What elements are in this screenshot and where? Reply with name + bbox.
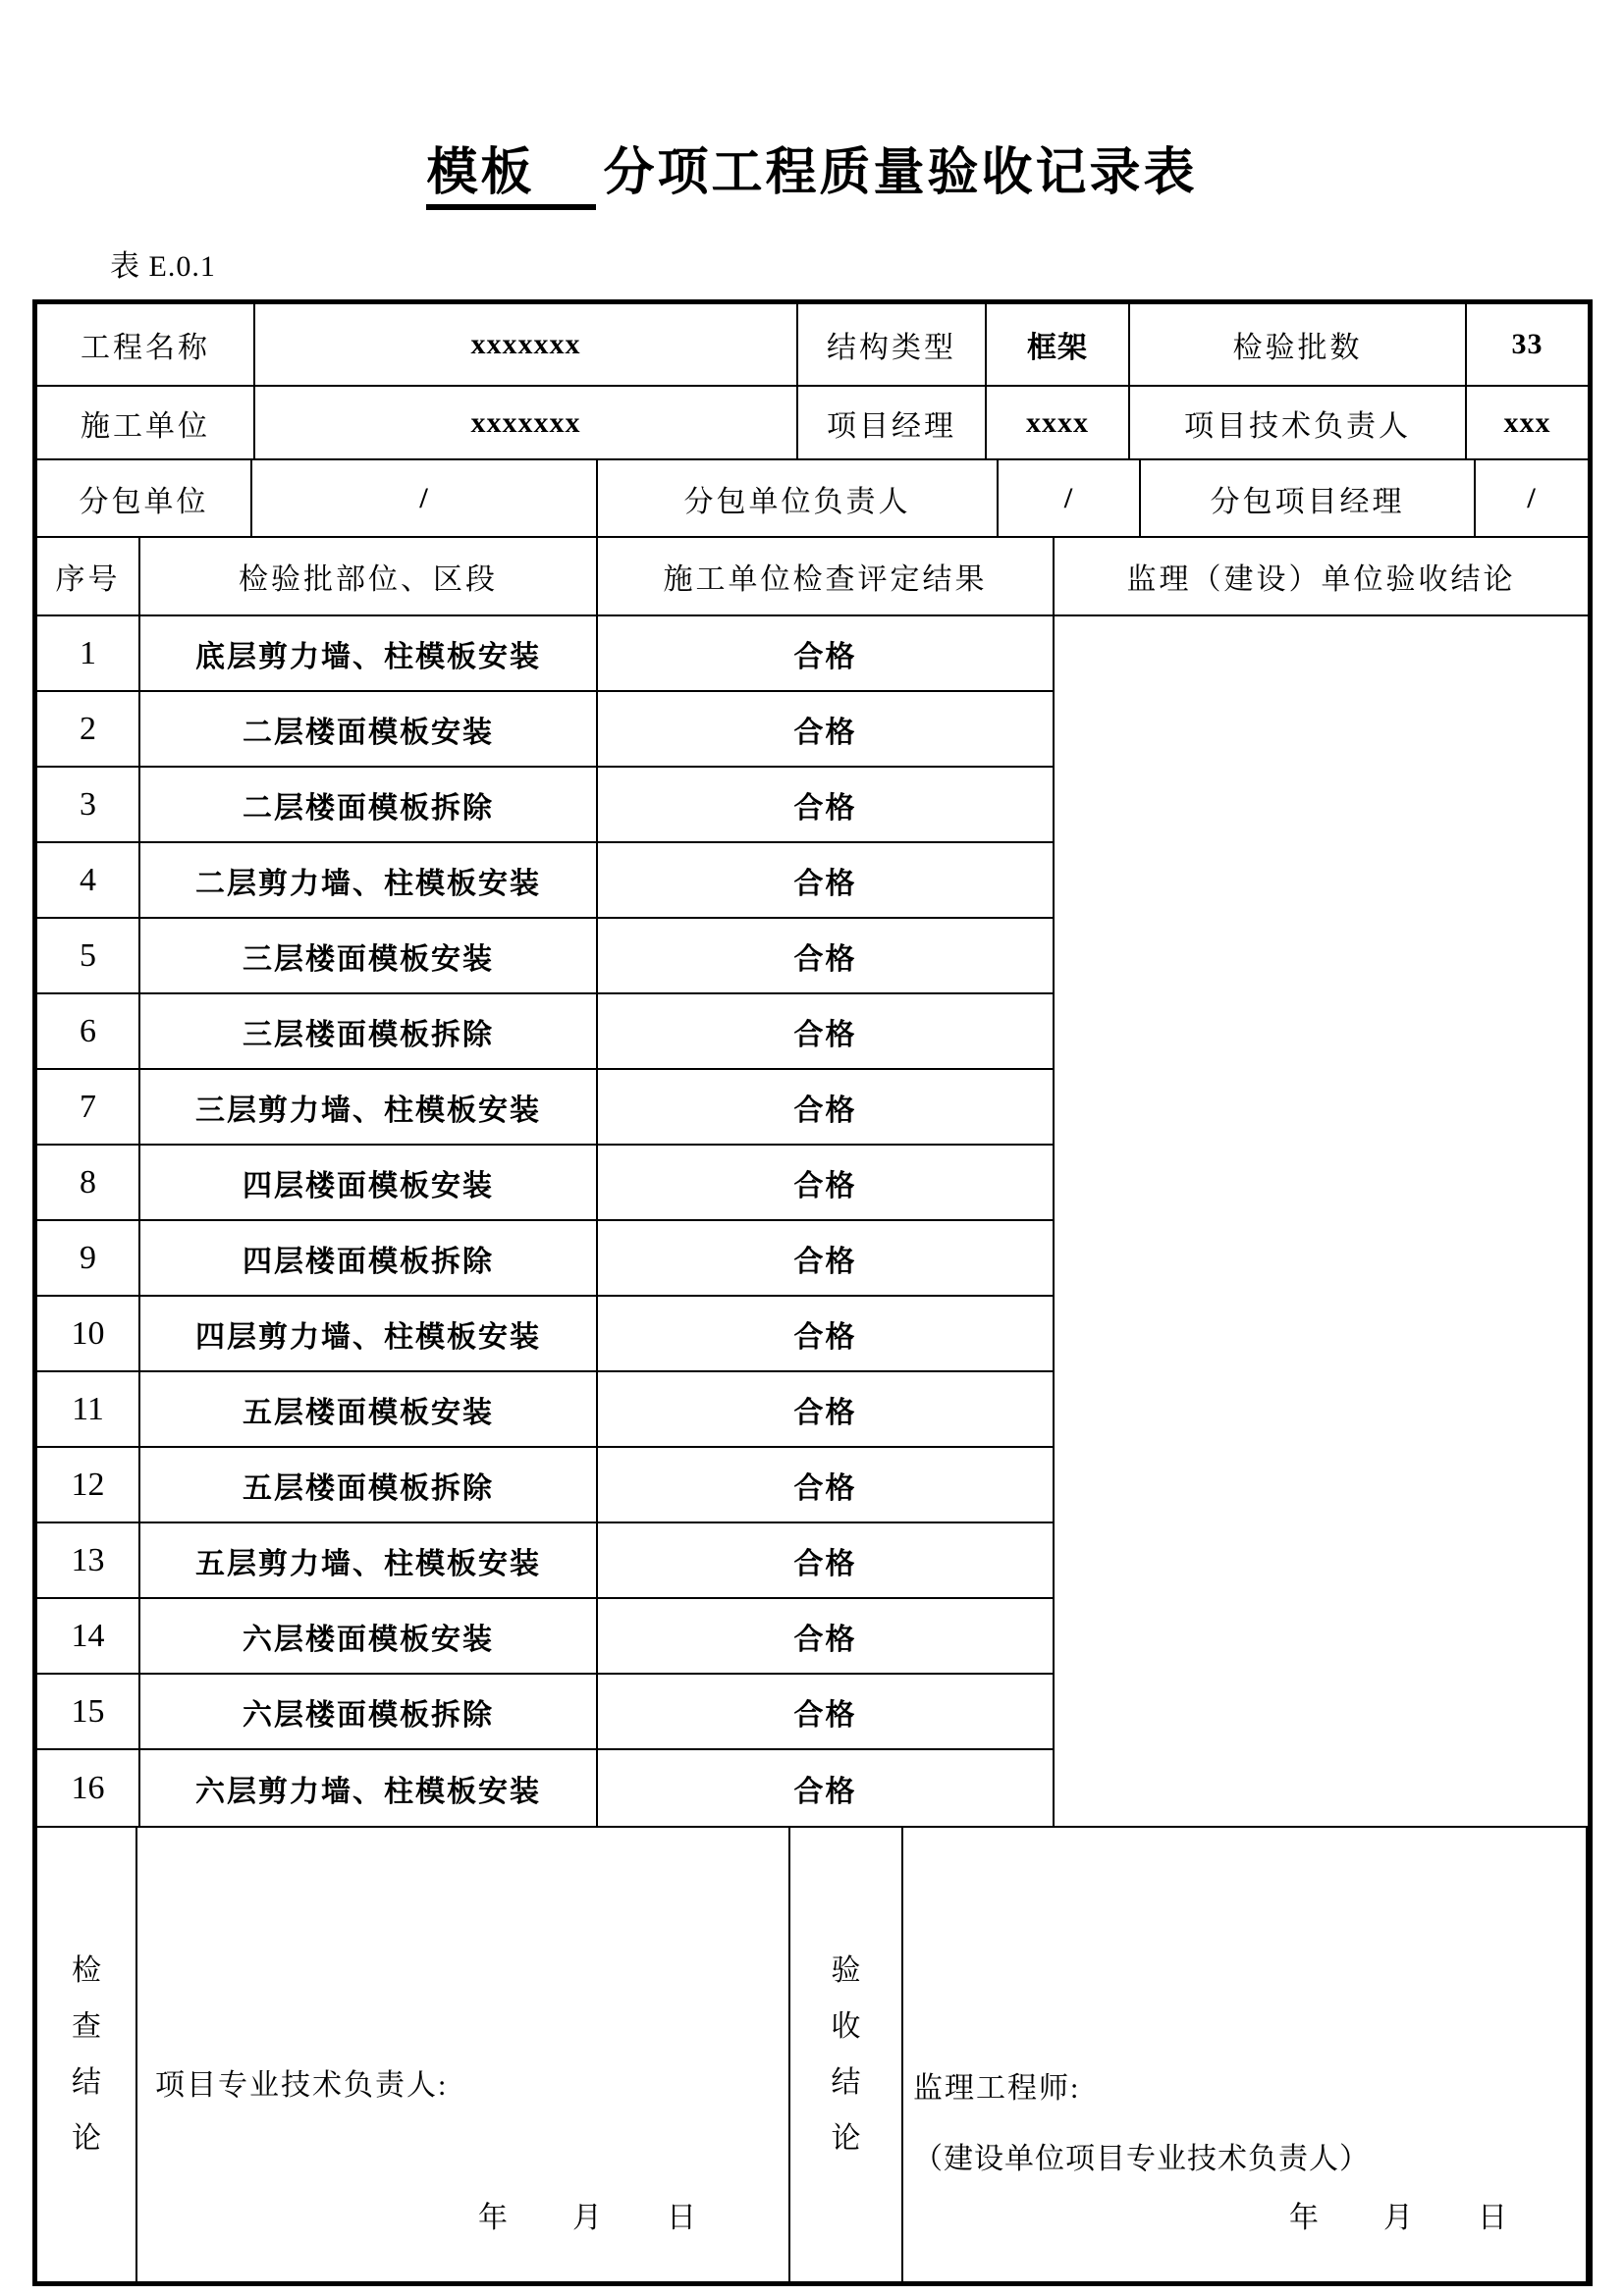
- acceptance-conclusion-header: [790, 1828, 903, 2281]
- table-row: [37, 768, 1053, 843]
- info-row-project: [37, 304, 1588, 387]
- info-row-subcontractor: [37, 460, 1588, 538]
- row-check-result: 合格: [793, 1245, 857, 1278]
- row-check-result: 合格: [793, 1320, 857, 1354]
- structure-type-label: 结构类型: [798, 304, 987, 385]
- check-date-line: 年 月 日: [478, 2202, 698, 2234]
- row-check-result: 合格: [793, 791, 857, 825]
- table-code-label: 表 E.0.1: [110, 250, 216, 283]
- grid-header-row: [37, 538, 1588, 616]
- batch-count-value: 33: [1511, 328, 1543, 360]
- subcontractor-head-label: 分包单位负责人: [598, 460, 999, 536]
- table-row: [37, 692, 1053, 768]
- grid-body: [37, 616, 1588, 1826]
- row-seq-no: 2: [37, 692, 140, 766]
- batch-count-label: 检验批数: [1130, 304, 1467, 385]
- row-seq-no: 16: [37, 1750, 140, 1826]
- row-check-result: 合格: [793, 1169, 857, 1202]
- acceptance-record-table: [32, 299, 1593, 2286]
- row-seq-no: 13: [37, 1523, 140, 1597]
- acceptance-conclusion-cell: [903, 1828, 1588, 2281]
- table-row: [37, 1372, 1053, 1448]
- conclusion-row: [37, 1826, 1588, 2281]
- row-check-result: 合格: [793, 1471, 857, 1505]
- row-batch-location: 三层楼面模板安装: [140, 919, 598, 992]
- row-seq-no: 15: [37, 1675, 140, 1748]
- row-batch-location: 二层楼面模板安装: [140, 692, 598, 766]
- row-seq-no: 6: [37, 994, 140, 1068]
- row-seq-no: 14: [37, 1599, 140, 1673]
- page-title-underlined: 模板: [426, 143, 595, 210]
- row-seq-no: 4: [37, 843, 140, 917]
- contractor-label: 施工单位: [37, 387, 255, 458]
- tech-director-value: xxx: [1503, 405, 1551, 439]
- row-check-result: 合格: [793, 1018, 857, 1051]
- row-batch-location: 四层剪力墙、柱模板安装: [140, 1297, 598, 1370]
- table-row: [37, 843, 1053, 919]
- header-batch-location: 检验批部位、区段: [140, 538, 598, 614]
- row-batch-location: 五层楼面模板安装: [140, 1372, 598, 1446]
- row-batch-location: 三层楼面模板拆除: [140, 994, 598, 1068]
- header-supervisor-conclusion: 监理（建设）单位验收结论: [1126, 563, 1516, 596]
- row-batch-location: 六层楼面模板安装: [140, 1599, 598, 1673]
- table-row: [37, 1750, 1053, 1826]
- subcontractor-value: /: [252, 460, 598, 536]
- acceptance-date-line: 年 月 日: [1289, 2202, 1509, 2234]
- contractor-value: xxxxxxx: [255, 387, 798, 458]
- project-name-value: xxxxxxx: [255, 304, 798, 385]
- table-row: [37, 1070, 1053, 1146]
- row-check-result: 合格: [793, 1775, 857, 1808]
- row-check-result: 合格: [793, 1396, 857, 1429]
- row-batch-location: 三层剪力墙、柱模板安装: [140, 1070, 598, 1144]
- row-batch-location: 六层楼面模板拆除: [140, 1675, 598, 1748]
- header-seq-no: 序号: [37, 538, 140, 614]
- table-row: [37, 1146, 1053, 1221]
- table-row: [37, 994, 1053, 1070]
- row-seq-no: 9: [37, 1221, 140, 1295]
- table-row: [37, 1675, 1053, 1750]
- project-manager-value: xxxx: [987, 387, 1130, 458]
- row-batch-location: 底层剪力墙、柱模板安装: [140, 616, 598, 690]
- subcontract-pm-value: /: [1527, 481, 1537, 514]
- subcontractor-label: 分包单位: [37, 460, 252, 536]
- row-seq-no: 11: [37, 1372, 140, 1446]
- table-row: [37, 1448, 1053, 1523]
- page-title: [0, 145, 1624, 201]
- row-check-result: 合格: [793, 867, 857, 900]
- check-conclusion-label: 检查结论: [72, 1954, 101, 2155]
- check-conclusion-header: [37, 1828, 137, 2281]
- structure-type-value: 框架: [987, 304, 1130, 385]
- check-conclusion-cell: [137, 1828, 790, 2281]
- row-seq-no: 12: [37, 1448, 140, 1522]
- table-row: [37, 616, 1053, 692]
- acceptance-conclusion-label: 验收结论: [831, 1954, 861, 2155]
- row-seq-no: 5: [37, 919, 140, 992]
- row-check-result: 合格: [793, 640, 857, 673]
- row-batch-location: 四层楼面模板安装: [140, 1146, 598, 1219]
- row-batch-location: 二层剪力墙、柱模板安装: [140, 843, 598, 917]
- row-check-result: 合格: [793, 716, 857, 749]
- row-seq-no: 8: [37, 1146, 140, 1219]
- table-row: [37, 1523, 1053, 1599]
- supervisor-conclusion-cell: [1055, 616, 1588, 1826]
- table-row: [37, 1297, 1053, 1372]
- row-seq-no: 7: [37, 1070, 140, 1144]
- page-title-rest: 分项工程质量验收记录表: [603, 143, 1198, 202]
- row-batch-location: 五层楼面模板拆除: [140, 1448, 598, 1522]
- row-check-result: 合格: [793, 1623, 857, 1656]
- row-seq-no: 10: [37, 1297, 140, 1370]
- owner-tech-lead-note: （建设单位项目专业技术负责人）: [913, 2143, 1370, 2175]
- subcontract-pm-label: 分包项目经理: [1141, 460, 1476, 536]
- subcontractor-head-value: /: [999, 460, 1141, 536]
- info-row-contractor: [37, 387, 1588, 460]
- row-check-result: 合格: [793, 1547, 857, 1580]
- table-row: [37, 1221, 1053, 1297]
- row-seq-no: 3: [37, 768, 140, 841]
- tech-director-label: 项目技术负责人: [1130, 387, 1467, 458]
- batch-rows: [37, 616, 1055, 1826]
- project-manager-label: 项目经理: [798, 387, 987, 458]
- row-batch-location: 四层楼面模板拆除: [140, 1221, 598, 1295]
- supervisor-engineer-signature-label: 监理工程师:: [913, 2072, 1081, 2105]
- row-check-result: 合格: [793, 1698, 857, 1732]
- row-seq-no: 1: [37, 616, 140, 690]
- tech-lead-signature-label: 项目专业技术负责人:: [155, 2069, 449, 2102]
- row-check-result: 合格: [793, 1094, 857, 1127]
- row-check-result: 合格: [793, 942, 857, 976]
- row-batch-location: 六层剪力墙、柱模板安装: [140, 1750, 598, 1826]
- table-row: [37, 919, 1053, 994]
- project-name-label: 工程名称: [37, 304, 255, 385]
- row-batch-location: 五层剪力墙、柱模板安装: [140, 1523, 598, 1597]
- row-batch-location: 二层楼面模板拆除: [140, 768, 598, 841]
- header-contractor-result: 施工单位检查评定结果: [598, 538, 1055, 614]
- table-row: [37, 1599, 1053, 1675]
